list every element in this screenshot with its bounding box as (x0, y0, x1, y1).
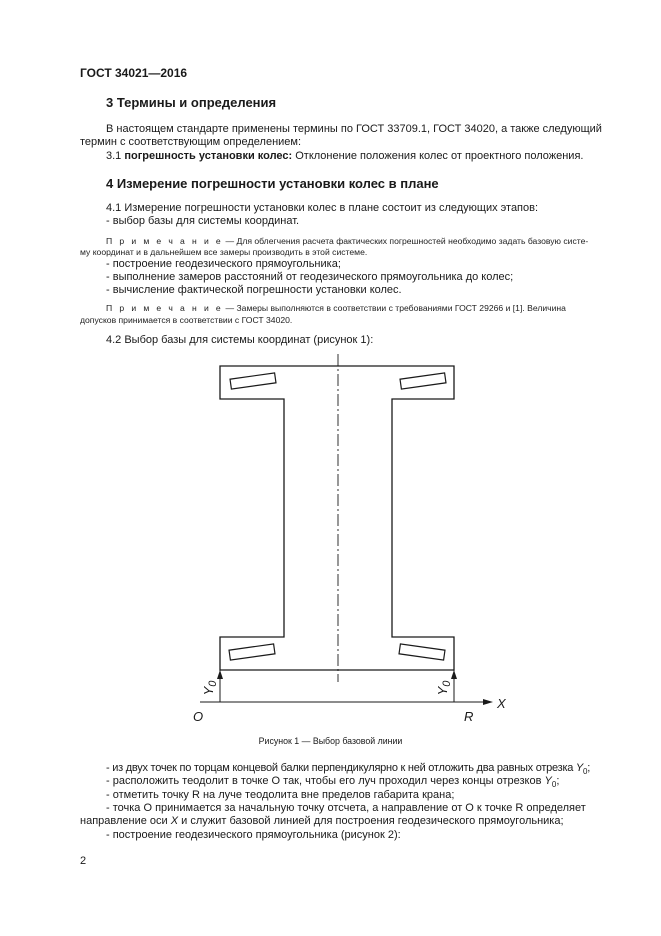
step-2: - построение геодезического прямоугольника; (106, 258, 341, 270)
list-item-3: - отметить точку R на луче теодолита вне пределов габарита крана; (106, 789, 455, 801)
note-1-label: П р и м е ч а н и е (106, 236, 224, 246)
wheel-bottom-left (229, 644, 275, 660)
x-axis-arrow (483, 699, 493, 705)
step-1: - выбор базы для системы координат. (106, 215, 300, 227)
term-text: Отклонение положения колес от проектного положения. (295, 150, 584, 162)
clause-4-2: 4.2 Выбор базы для системы координат (рисунок 1): (106, 334, 374, 346)
label-point-o: O (193, 709, 204, 724)
wheel-bottom-right (399, 644, 445, 660)
note-2-line2: допусков принимается в соответствии с ГОСТ 34020. (80, 315, 293, 325)
y0-arrow-left (217, 670, 223, 679)
label-axis-x: X (497, 696, 506, 711)
y0-arrow-right (451, 670, 457, 679)
step-4: - вычисление фактической погрешности установки колес. (106, 284, 402, 296)
list-item-1: - из двух точек по торцам концевой балки перпендикулярно к ней отложить два равных отрезка $Y_0$; (106, 762, 591, 777)
crane-bridge-outline (220, 366, 454, 670)
label-y0-right: $Y_0$ (435, 680, 453, 696)
list-item-4-line2: направление оси X и служит базовой линией для построения геодезического прямоугольника; (80, 815, 564, 827)
section-3-paragraph-line2: термин с соответствующим определением: (80, 136, 302, 148)
section-4-title: 4 Измерение погрешности установки колес в плане (106, 176, 439, 191)
list-item-4-line1: - точка О принимается за начальную точку отсчета, а направление от О к точке R определяет (106, 802, 586, 814)
document-header: ГОСТ 34021—2016 (80, 66, 188, 80)
wheel-top-right (400, 373, 446, 389)
note-1-line2: му координат и в дальнейшем все замеры производить в этой системе. (80, 247, 368, 257)
term-name: погрешность установки колес: (124, 150, 293, 162)
term-number: 3.1 (106, 150, 122, 162)
label-y0-left: $Y_0$ (201, 680, 219, 696)
note-2-text: — Замеры выполняются в соответствии с требованиями ГОСТ 29266 и [1]. Величина (223, 303, 566, 313)
section-3-paragraph-line1: В настоящем стандарте применены термины по ГОСТ 33709.1, ГОСТ 34020, а также следующий (106, 123, 602, 135)
list-item-5: - построение геодезического прямоугольника (рисунок 2): (106, 829, 401, 841)
list-item-2: - расположить теодолит в точке О так, чтобы его луч проходил через концы отрезков $Y_0$; (106, 775, 560, 790)
section-3-title: 3 Термины и определения (106, 95, 277, 110)
step-3: - выполнение замеров расстояний от геодезического прямоугольника до колес; (106, 271, 514, 283)
page-number: 2 (80, 855, 87, 867)
figure-caption: Рисунок 1 — Выбор базовой линии (258, 736, 403, 746)
note-1-text: — Для облегчения расчета фактических погрешностей необходимо задать базовую систе- (223, 236, 589, 246)
clause-4-1: 4.1 Измерение погрешности установки колес в плане состоит из следующих этапов: (106, 202, 539, 214)
label-point-r: R (464, 709, 474, 724)
note-2-label: П р и м е ч а н и е (106, 303, 224, 313)
wheel-top-left (230, 373, 276, 389)
